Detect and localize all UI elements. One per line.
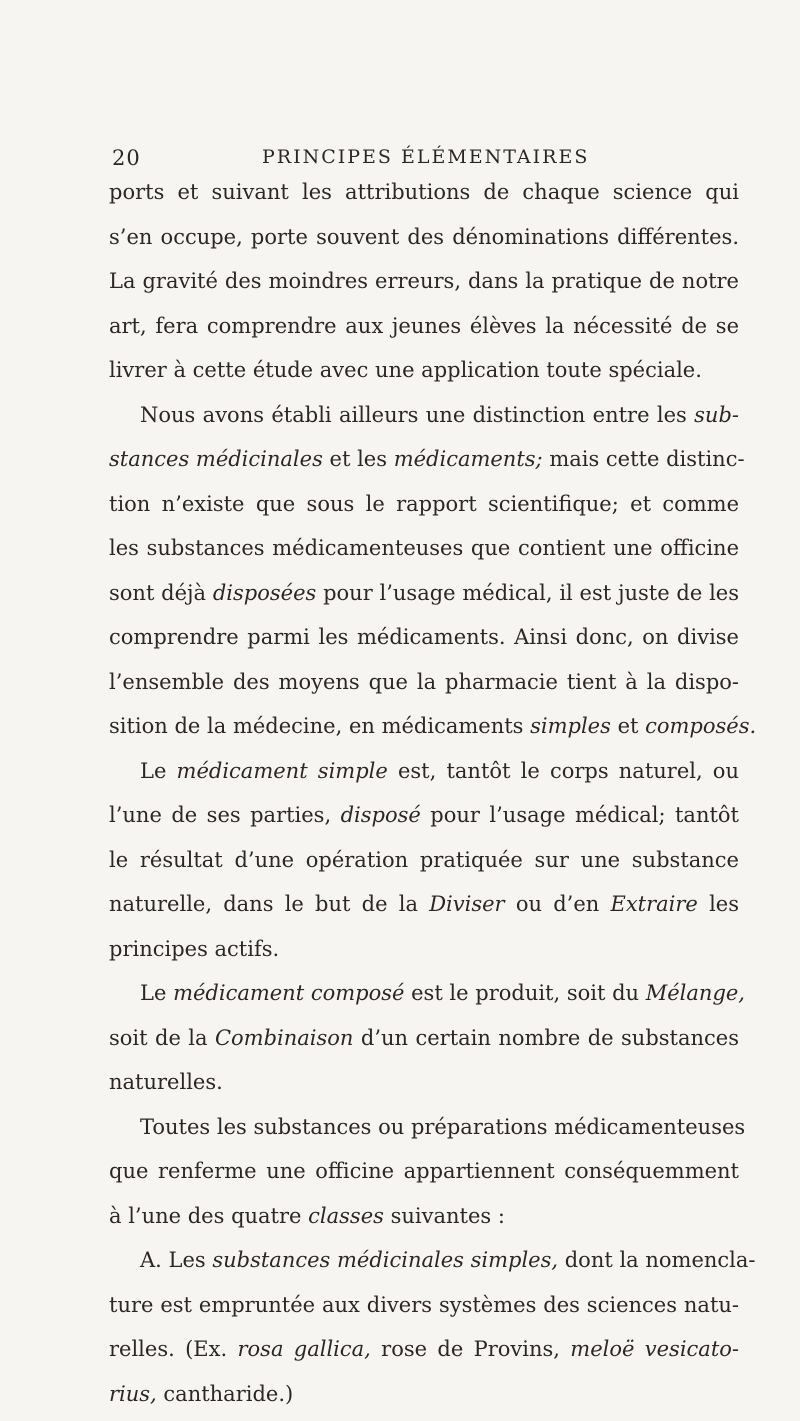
text-segment: tion n’existe que sous le rapport scientifique; et comme [109,491,739,516]
text-line [109,393,739,438]
text-segment: livrer à cette étude avec une application toute spéciale. [109,358,702,382]
italic-text: rosa gallica, [237,1337,371,1361]
text-segment: A. Les [140,1248,213,1272]
text-line [109,1149,739,1194]
text-segment: pour l’usage médical, il est juste de les [316,580,740,605]
text-segment: naturelle, dans le but de la [109,892,430,916]
text-line [109,615,739,660]
text-line [109,927,739,972]
text-segment: naturelles. [109,1070,223,1094]
text-line [109,170,739,215]
text-segment: d’un certain nombre de substances [353,1025,739,1050]
text-segment: et les [322,447,394,471]
text-segment: sition de la médecine, en médicaments [109,714,531,738]
text-line [109,1105,746,1150]
text-segment: comprendre parmi les médicaments. Ainsi donc, on divise [109,625,739,649]
text-segment: ture est empruntée aux divers systèmes des sciences natu- [109,1292,739,1317]
text-segment: soit de la [109,1025,215,1050]
text-line [109,838,739,883]
text-segment: principes actifs. [109,936,280,961]
text-segment: ports et suivant les attributions de chaque science qui [109,180,739,204]
italic-text: classes [308,1203,384,1228]
text-segment: les substances médicamenteuses que contient une officine [109,536,739,560]
text-segment: l’ensemble des moyens que la pharmacie tient à la dispo- [109,669,739,694]
text-segment: est, tantôt le corps naturel, ou [387,758,739,783]
text-segment: le résultat d’une opération pratiquée sur une substance [109,847,739,872]
text-segment: cantharide.) [156,1381,294,1406]
text-segment: à l’une des quatre [109,1203,309,1228]
italic-text: simples [530,714,611,738]
text-segment: La gravité des moindres erreurs, dans la pratique de notre [109,269,739,293]
text-line [109,215,739,260]
text-line [109,304,739,349]
text-segment: dont la nomencla- [558,1248,756,1272]
text-segment: l’une de ses parties, [109,803,341,827]
text-line [109,482,739,527]
text-segment: rose de Provins, [370,1337,571,1361]
text-segment: Le [140,981,174,1005]
text-segment: Nous avons établi ailleurs une distinction entre les [140,402,695,427]
text-line [109,259,739,304]
text-segment: ou d’en [504,892,611,916]
italic-text: sub- [694,402,739,427]
text-segment: art, fera comprendre aux jeunes élèves la nécessité de se [109,313,739,338]
text-segment: les [697,892,739,916]
text-line [109,1060,739,1105]
text-line [109,1372,739,1417]
text-line [109,1238,756,1283]
text-segment: Le [140,758,177,783]
body-text [109,170,757,1416]
text-line [109,1327,739,1372]
italic-text: médicament composé [173,981,405,1005]
text-line [109,749,739,794]
italic-text: disposé [340,803,421,827]
text-segment: sont déjà [109,580,213,605]
italic-text: Extraire [610,892,698,916]
text-segment: que renferme une officine appartiennent conséquemment [109,1159,739,1183]
text-line [109,1194,739,1239]
text-segment: relles. (Ex. [109,1337,238,1361]
text-line [109,793,739,838]
text-segment: est le produit, soit du [404,981,646,1005]
italic-text: médicament simple [176,758,388,783]
text-segment: mais cette distinc- [542,447,745,471]
text-line [109,660,739,705]
text-segment: et [610,714,646,738]
text-segment: suivantes : [383,1203,505,1228]
italic-text: substances médicinales simples, [212,1248,559,1272]
italic-text: stances médicinales [109,447,323,471]
text-line [109,348,739,393]
running-title: PRINCIPES ÉLÉMENTAIRES [262,146,590,168]
text-line [109,526,739,571]
text-line [109,437,745,482]
text-line [109,971,745,1016]
italic-text: meloë vesicato- [570,1337,739,1361]
italic-text: composés. [645,714,757,738]
italic-text: Combinaison [214,1025,354,1050]
italic-text: Mélange, [645,981,745,1005]
page-number: 20 [112,146,141,170]
text-segment: Toutes les substances ou préparations médicamenteuses [140,1114,746,1139]
text-line [109,1016,739,1061]
text-line [109,882,739,927]
text-line [109,571,739,616]
italic-text: médicaments; [393,447,543,471]
text-line [109,1283,739,1328]
text-segment: pour l’usage médical; tantôt [420,803,739,827]
text-segment: s’en occupe, porte souvent des dénominations différentes. [109,224,739,249]
text-line [109,704,757,749]
italic-text: Diviser [429,892,505,916]
italic-text: rius, [109,1381,157,1406]
italic-text: disposées [212,580,317,605]
